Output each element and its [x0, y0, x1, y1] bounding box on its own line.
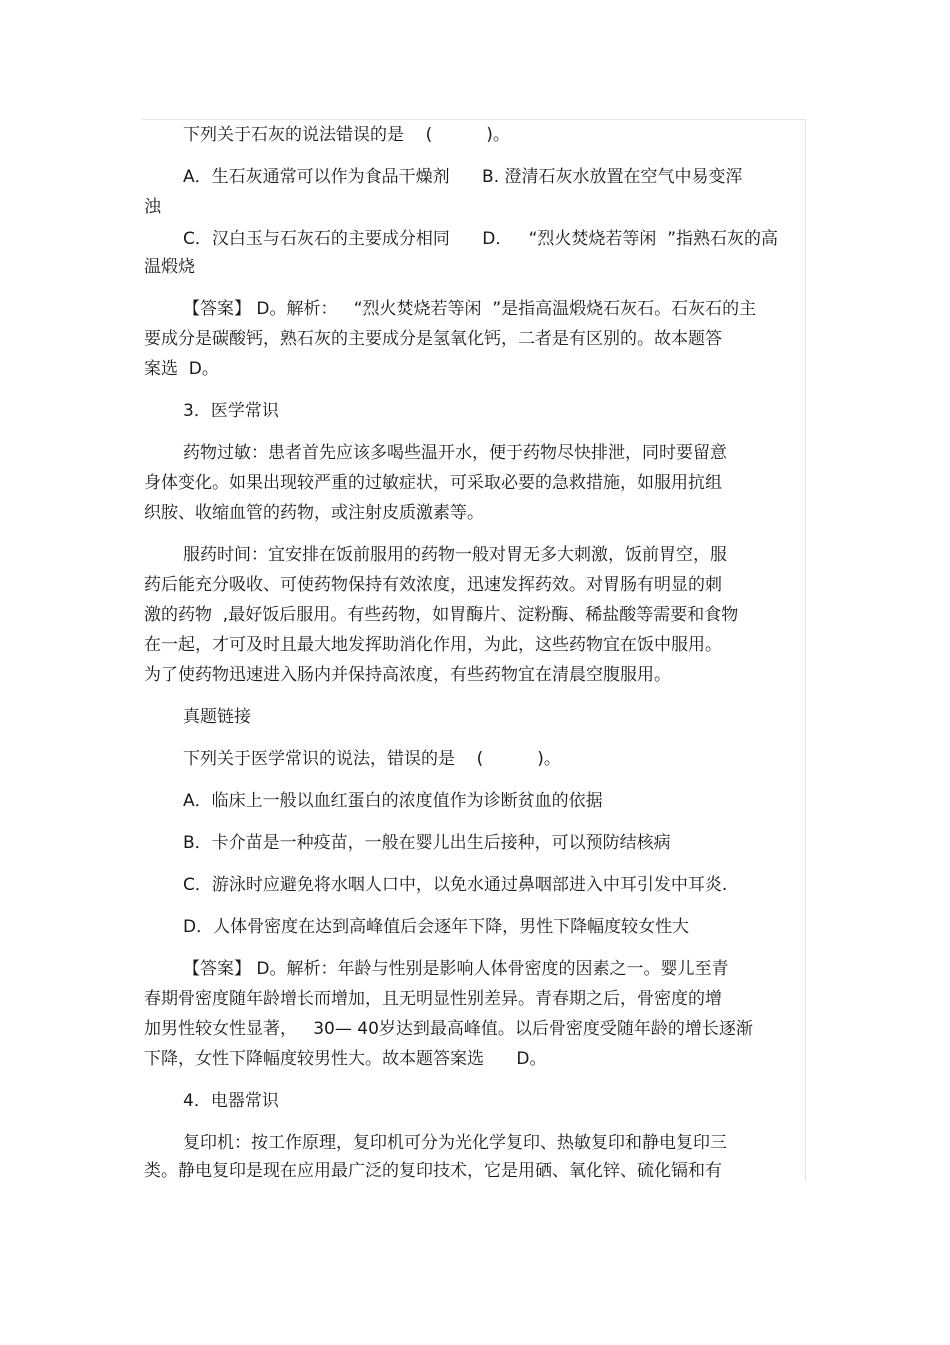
section-heading: 4．电器常识 — [183, 1091, 279, 1111]
option-line: C．游泳时应避免将水咽人口中，以免水通过鼻咽部进入中耳引发中耳炎. — [183, 875, 728, 895]
paragraph-line: 织胺、收缩血管的药物，或注射皮质激素等。 — [144, 503, 484, 523]
paragraph-line: 药后能充分吸收、可使药物保持有效浓度，迅速发挥药效。对胃肠有明显的刺 — [144, 575, 722, 595]
paragraph-line: 类。静电复印是现在应用最广泛的复印技术，它是用硒、氧化锌、硫化镉和有 — [144, 1161, 722, 1181]
option-line: D．人体骨密度在达到高峰值后会逐年下降，男性下降幅度较女性大 — [183, 917, 690, 937]
paragraph-line: 服药时间：宜安排在饭前服用的药物一般对胃无多大刺激，饭前胃空，服 — [183, 545, 727, 565]
answer-line: 案选 D。 — [144, 359, 219, 379]
section-heading: 3．医学常识 — [183, 401, 279, 421]
option-line: 温煅烧 — [144, 257, 195, 277]
option-line: A．临床上一般以血红蛋白的浓度值作为诊断贫血的依据 — [183, 791, 603, 811]
option-line: A．生石灰通常可以作为食品干燥剂 B. 澄清石灰水放置在空气中易变浑 — [183, 167, 743, 187]
section-heading: 真题链接 — [183, 707, 251, 727]
answer-line: 【答案】 D。解析： “烈火焚烧若等闲 ”是指高温煅烧石灰石。石灰石的主 — [183, 299, 757, 319]
answer-line: 加男性较女性显著， 30— 40岁达到最高峰值。以后骨密度受随年龄的增长逐渐 — [144, 1019, 753, 1039]
option-line: B．卡介苗是一种疫苗，一般在婴儿出生后接种，可以预防结核病 — [183, 833, 671, 853]
question-stem: 下列关于石灰的说法错误的是 ( )。 — [183, 125, 510, 145]
paragraph-line: 身体变化。如果出现较严重的过敏症状，可采取必要的急救措施，如服用抗组 — [144, 473, 722, 493]
option-line: C．汉白玉与石灰石的主要成分相同 D． “烈火焚烧若等闲 ”指熟石灰的高 — [183, 229, 779, 249]
option-line: 浊 — [144, 197, 161, 217]
answer-line: 【答案】 D。解析：年龄与性别是影响人体骨密度的因素之一。婴儿至青 — [183, 959, 729, 979]
paragraph-line: 为了使药物迅速进入肠内并保持高浓度，有些药物宜在清晨空腹服用。 — [144, 665, 671, 685]
paragraph-line: 药物过敏：患者首先应该多喝些温开水，便于药物尽快排泄，同时要留意 — [183, 443, 727, 463]
paragraph-line: 在一起，才可及时且最大地发挥助消化作用，为此，这些药物宜在饭中服用。 — [144, 635, 722, 655]
answer-line: 下降，女性下降幅度较男性大。故本题答案选 D。 — [144, 1049, 547, 1069]
paragraph-line: 激的药物 ,最好饭后服用。有些药物，如胃酶片、淀粉酶、稀盐酸等需要和食物 — [144, 605, 739, 625]
question-stem: 下列关于医学常识的说法，错误的是 ( )。 — [183, 749, 561, 769]
answer-line: 要成分是碳酸钙，熟石灰的主要成分是氢氧化钙，二者是有区别的。故本题答 — [144, 329, 722, 349]
answer-line: 春期骨密度随年龄增长而增加，且无明显性别差异。青春期之后，骨密度的增 — [144, 989, 722, 1009]
paragraph-line: 复印机：按工作原理，复印机可分为光化学复印、热敏复印和静电复印三 — [183, 1133, 727, 1153]
